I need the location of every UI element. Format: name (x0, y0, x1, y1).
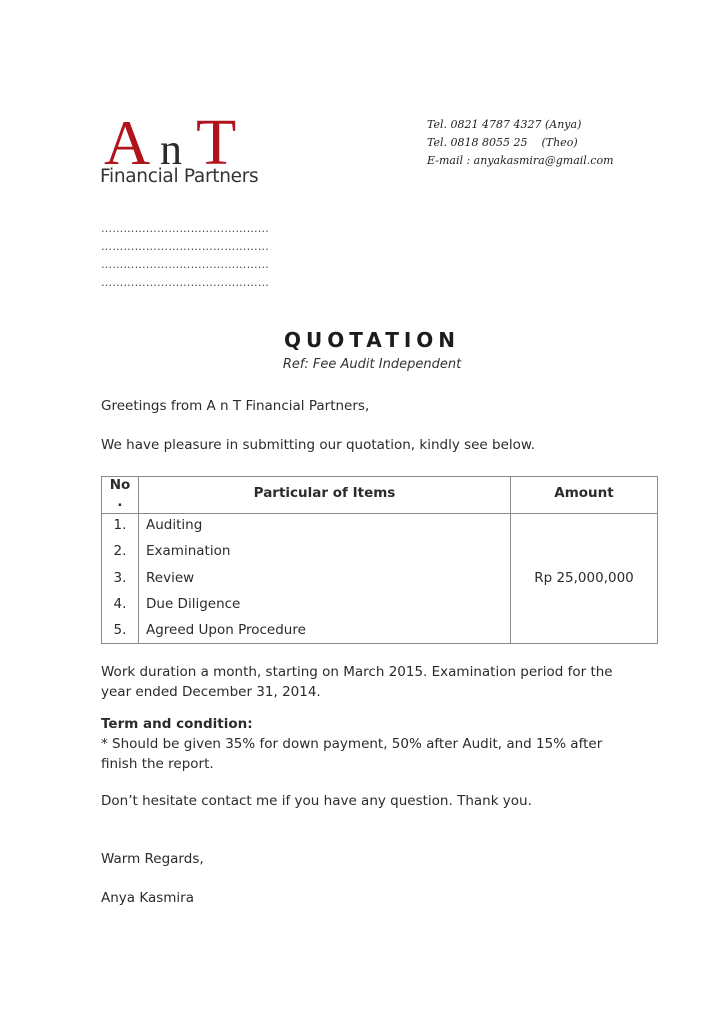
contact-email: E-mail : anyakasmira@gmail.com (427, 154, 614, 167)
row-no: 4. (113, 596, 127, 612)
document-reference: Ref: Fee Audit Independent (282, 357, 462, 372)
header-no-dot: . (117, 494, 123, 510)
address-line: ……………………………………… (101, 258, 269, 271)
address-line: ……………………………………… (101, 240, 269, 253)
terms-heading: Term and condition: (101, 716, 253, 732)
table-border-right (657, 476, 658, 644)
row-item: Due Diligence (146, 596, 241, 612)
header-particular: Particular of Items (253, 485, 396, 501)
header-amount: Amount (554, 485, 614, 501)
regards-text: Warm Regards, (101, 851, 204, 867)
row-no: 1. (113, 517, 127, 533)
company-logo (98, 108, 268, 190)
table-header-divider (101, 513, 658, 514)
signature-name: Anya Kasmira (101, 890, 194, 906)
terms-text-line2: finish the report. (101, 756, 214, 772)
row-no: 5. (113, 622, 127, 638)
row-item: Examination (146, 543, 231, 559)
contact-phone-theo: Tel. 0818 8055 25 (Theo) (427, 136, 578, 149)
header-no: No (109, 477, 131, 493)
row-item: Review (146, 570, 195, 586)
row-no: 3. (113, 570, 127, 586)
address-line: ……………………………………… (101, 222, 269, 235)
contact-phone-anya: Tel. 0821 4787 4327 (Anya) (427, 118, 582, 131)
row-item: Auditing (146, 517, 203, 533)
row-item: Agreed Upon Procedure (146, 622, 306, 638)
closing-text: Don’t hesitate contact me if you have any question. Thank you. (101, 793, 532, 809)
logo-letter-t: T (196, 108, 237, 170)
logo-letter-n: n (160, 125, 182, 170)
table-col-divider-2 (510, 476, 511, 644)
terms-text-line1: * Should be given 35% for down payment, 50% after Audit, and 15% after (101, 736, 603, 752)
quotation-table (101, 476, 658, 644)
amount-value: Rp 25,000,000 (534, 570, 634, 586)
address-line: ……………………………………… (101, 276, 269, 289)
contact-info (427, 116, 614, 170)
recipient-address (101, 220, 269, 292)
logo-letters (98, 108, 268, 170)
table-border-bottom (101, 643, 658, 644)
table-border-top (101, 476, 658, 477)
row-no: 2. (113, 543, 127, 559)
duration-text-line1: Work duration a month, starting on March 2015. Examination period for the (101, 664, 613, 680)
duration-text-line2: year ended December 31, 2014. (101, 684, 321, 700)
document-title: QUOTATION (283, 328, 461, 352)
logo-subtitle: Financial Partners (100, 166, 259, 187)
logo-letter-a: A (104, 108, 151, 170)
greeting-text: Greetings from A n T Financial Partners, (101, 398, 370, 414)
intro-text: We have pleasure in submitting our quotation, kindly see below. (101, 437, 536, 453)
